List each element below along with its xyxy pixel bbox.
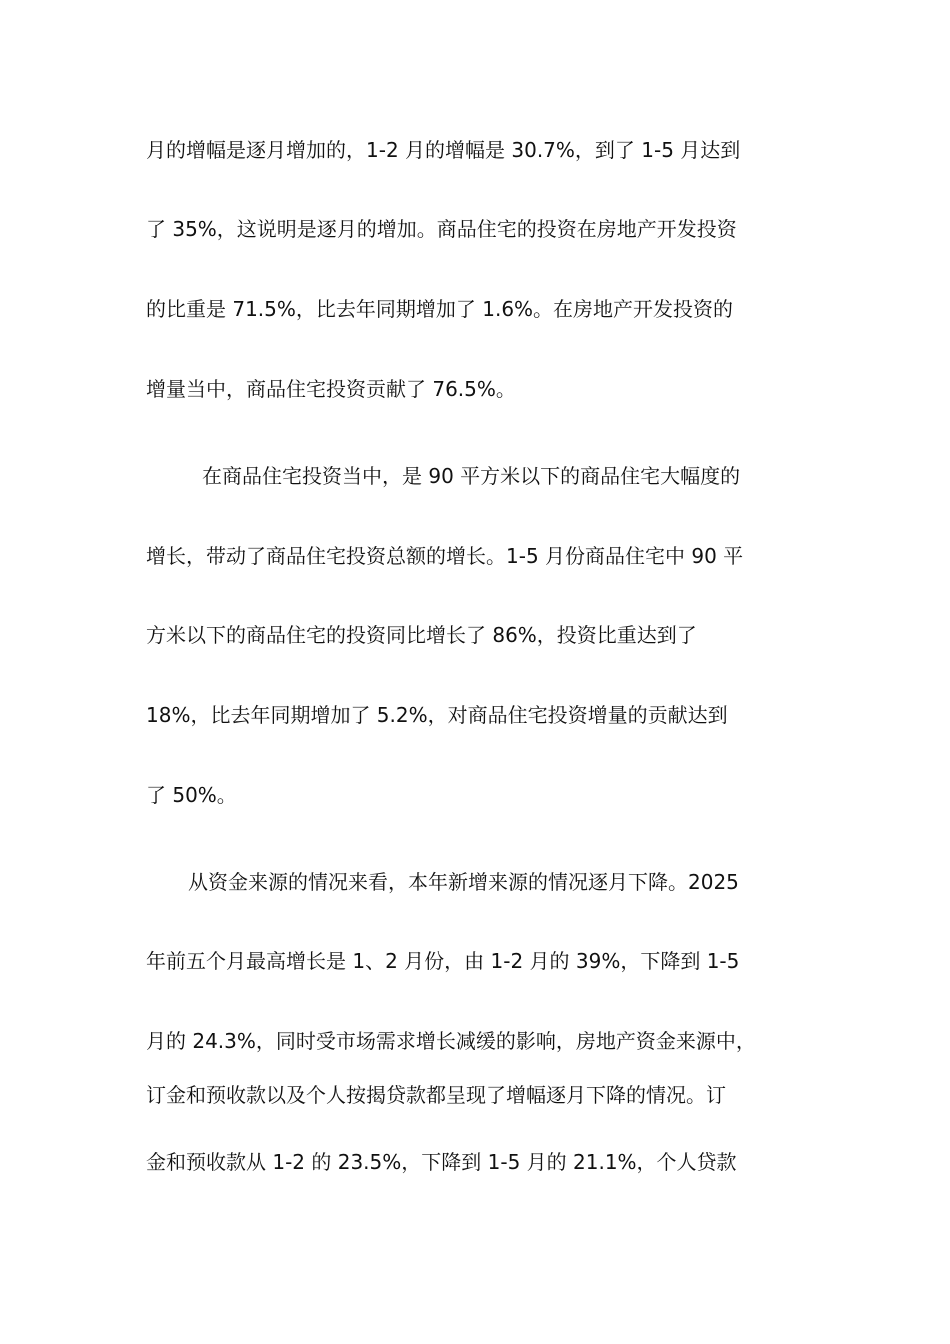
text-line: 增长，带动了商品住宅投资总额的增长。1-5 月份商品住宅中 90 平 xyxy=(146,544,744,568)
text-line: 18%，比去年同期增加了 5.2%，对商品住宅投资增量的贡献达到 xyxy=(146,703,728,727)
text-line: 月的增幅是逐月增加的，1-2 月的增幅是 30.7%，到了 1-5 月达到 xyxy=(146,138,741,162)
text-line: 金和预收款从 1-2 的 23.5%，下降到 1-5 月的 21.1%，个人贷款 xyxy=(146,1150,737,1174)
text-line: 了 35%，这说明是逐月的增加。商品住宅的投资在房地产开发投资 xyxy=(146,217,737,241)
text-line: 订金和预收款以及个人按揭贷款都呈现了增幅逐月下降的情况。订 xyxy=(146,1083,726,1107)
text-line: 月的 24.3%，同时受市场需求增长减缓的影响，房地产资金来源中， xyxy=(146,1029,756,1053)
text-line: 从资金来源的情况来看，本年新增来源的情况逐月下降。2025 xyxy=(188,870,739,894)
text-line: 年前五个月最高增长是 1、2 月份，由 1-2 月的 39%，下降到 1-5 xyxy=(146,949,740,973)
text-line: 方米以下的商品住宅的投资同比增长了 86%，投资比重达到了 xyxy=(146,623,697,647)
text-line: 的比重是 71.5%，比去年同期增加了 1.6%。在房地产开发投资的 xyxy=(146,297,734,321)
text-line: 增量当中，商品住宅投资贡献了 76.5%。 xyxy=(146,377,516,401)
text-line: 了 50%。 xyxy=(146,783,237,807)
text-line: 在商品住宅投资当中，是 90 平方米以下的商品住宅大幅度的 xyxy=(202,464,741,488)
